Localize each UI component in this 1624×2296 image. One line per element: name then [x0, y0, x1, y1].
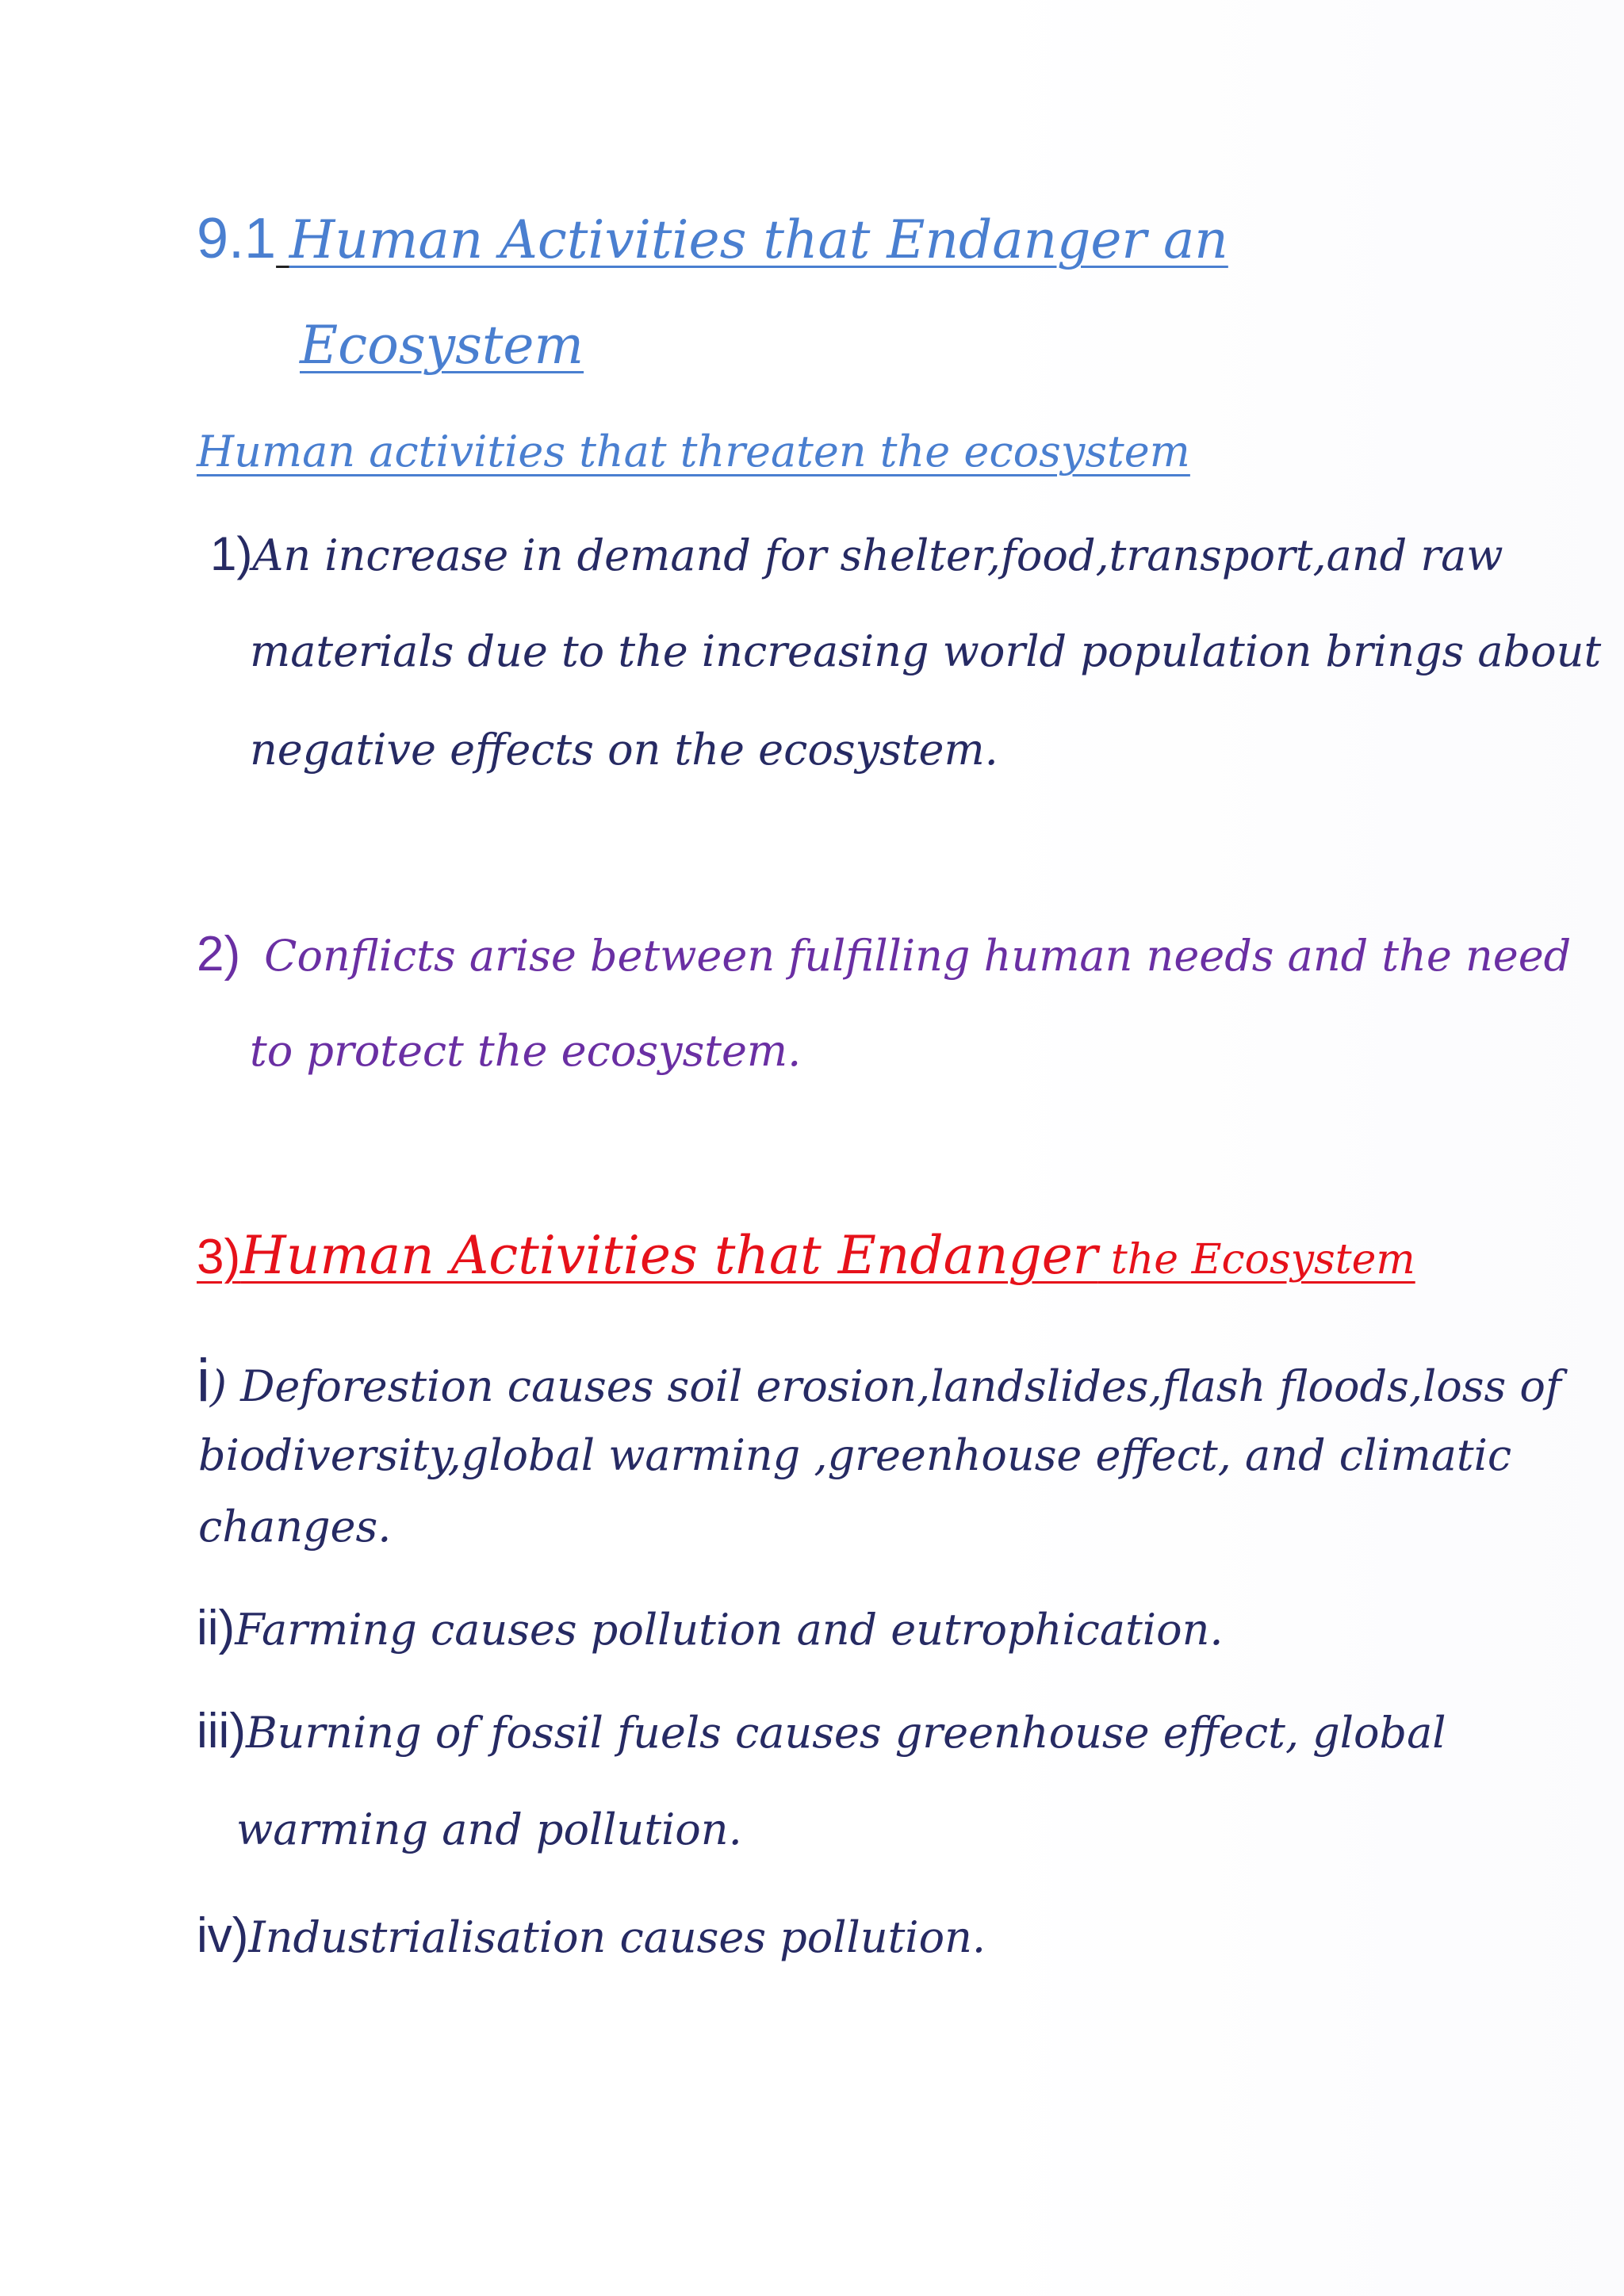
point-3-title [197, 1227, 1415, 1285]
item-i-line1 [197, 1348, 1561, 1414]
point-1-line2: materials due to the increasing world population brings about [250, 626, 1602, 676]
item-ii-text: Farming causes pollution and eutrophication. [235, 1605, 1224, 1655]
item-iv [197, 1909, 986, 1963]
point-3-title-small: the Ecosystem [1097, 1236, 1415, 1284]
point-1-line3: negative effects on the ecosystem. [250, 725, 998, 775]
item-ii-marker: ii) [197, 1601, 236, 1655]
point-2-text-line1 [240, 931, 1571, 981]
subheading: Human activities that threaten the ecosystem [197, 427, 1190, 476]
point-2-text-line1-content: Conflicts arise between fulfilling human needs and the need [264, 931, 1572, 981]
item-iii-line1 [197, 1705, 1446, 1758]
section-number: 9.1 [197, 207, 277, 270]
item-iii-line2: warming and pollution. [236, 1804, 742, 1854]
item-i-line3: changes. [198, 1502, 392, 1552]
item-i-line2: biodiversity,global warming ,greenhouse effect, and climatic [198, 1430, 1512, 1480]
point-1-text-line1: An increase in demand for shelter,food,transport,and raw [252, 530, 1503, 580]
item-i-marker: i [197, 1347, 210, 1414]
point-3-marker: 3) [197, 1230, 241, 1284]
point-1-line1 [210, 528, 1503, 580]
section-title-line2 [197, 317, 584, 375]
point-2-marker: 2) [197, 927, 241, 982]
section-title-line1: Human Activities that Endanger an [289, 209, 1228, 270]
section-title-line2-text: Ecosystem [300, 315, 584, 376]
section-heading-line1 [197, 208, 1228, 270]
point-3-title-big: Human Activities that Endanger [240, 1225, 1098, 1286]
item-iv-marker: iv) [197, 1908, 249, 1963]
heading-gap [276, 215, 289, 268]
point-2-line2: to protect the ecosystem. [250, 1026, 802, 1076]
item-iii-text-line1: Burning of fossil fuels causes greenhouse effect, global [245, 1708, 1446, 1758]
item-iii-marker: iii) [197, 1704, 246, 1758]
section-heading-line2 [197, 317, 584, 375]
item-ii [197, 1601, 1224, 1655]
point-1-marker: 1) [210, 527, 253, 580]
point-2-line1 [197, 928, 1571, 982]
item-iv-text: Industrialisation causes pollution. [248, 1912, 986, 1962]
item-i-text-line1: ) Deforestion causes soil erosion,landslides,flash floods,loss of [209, 1361, 1561, 1411]
